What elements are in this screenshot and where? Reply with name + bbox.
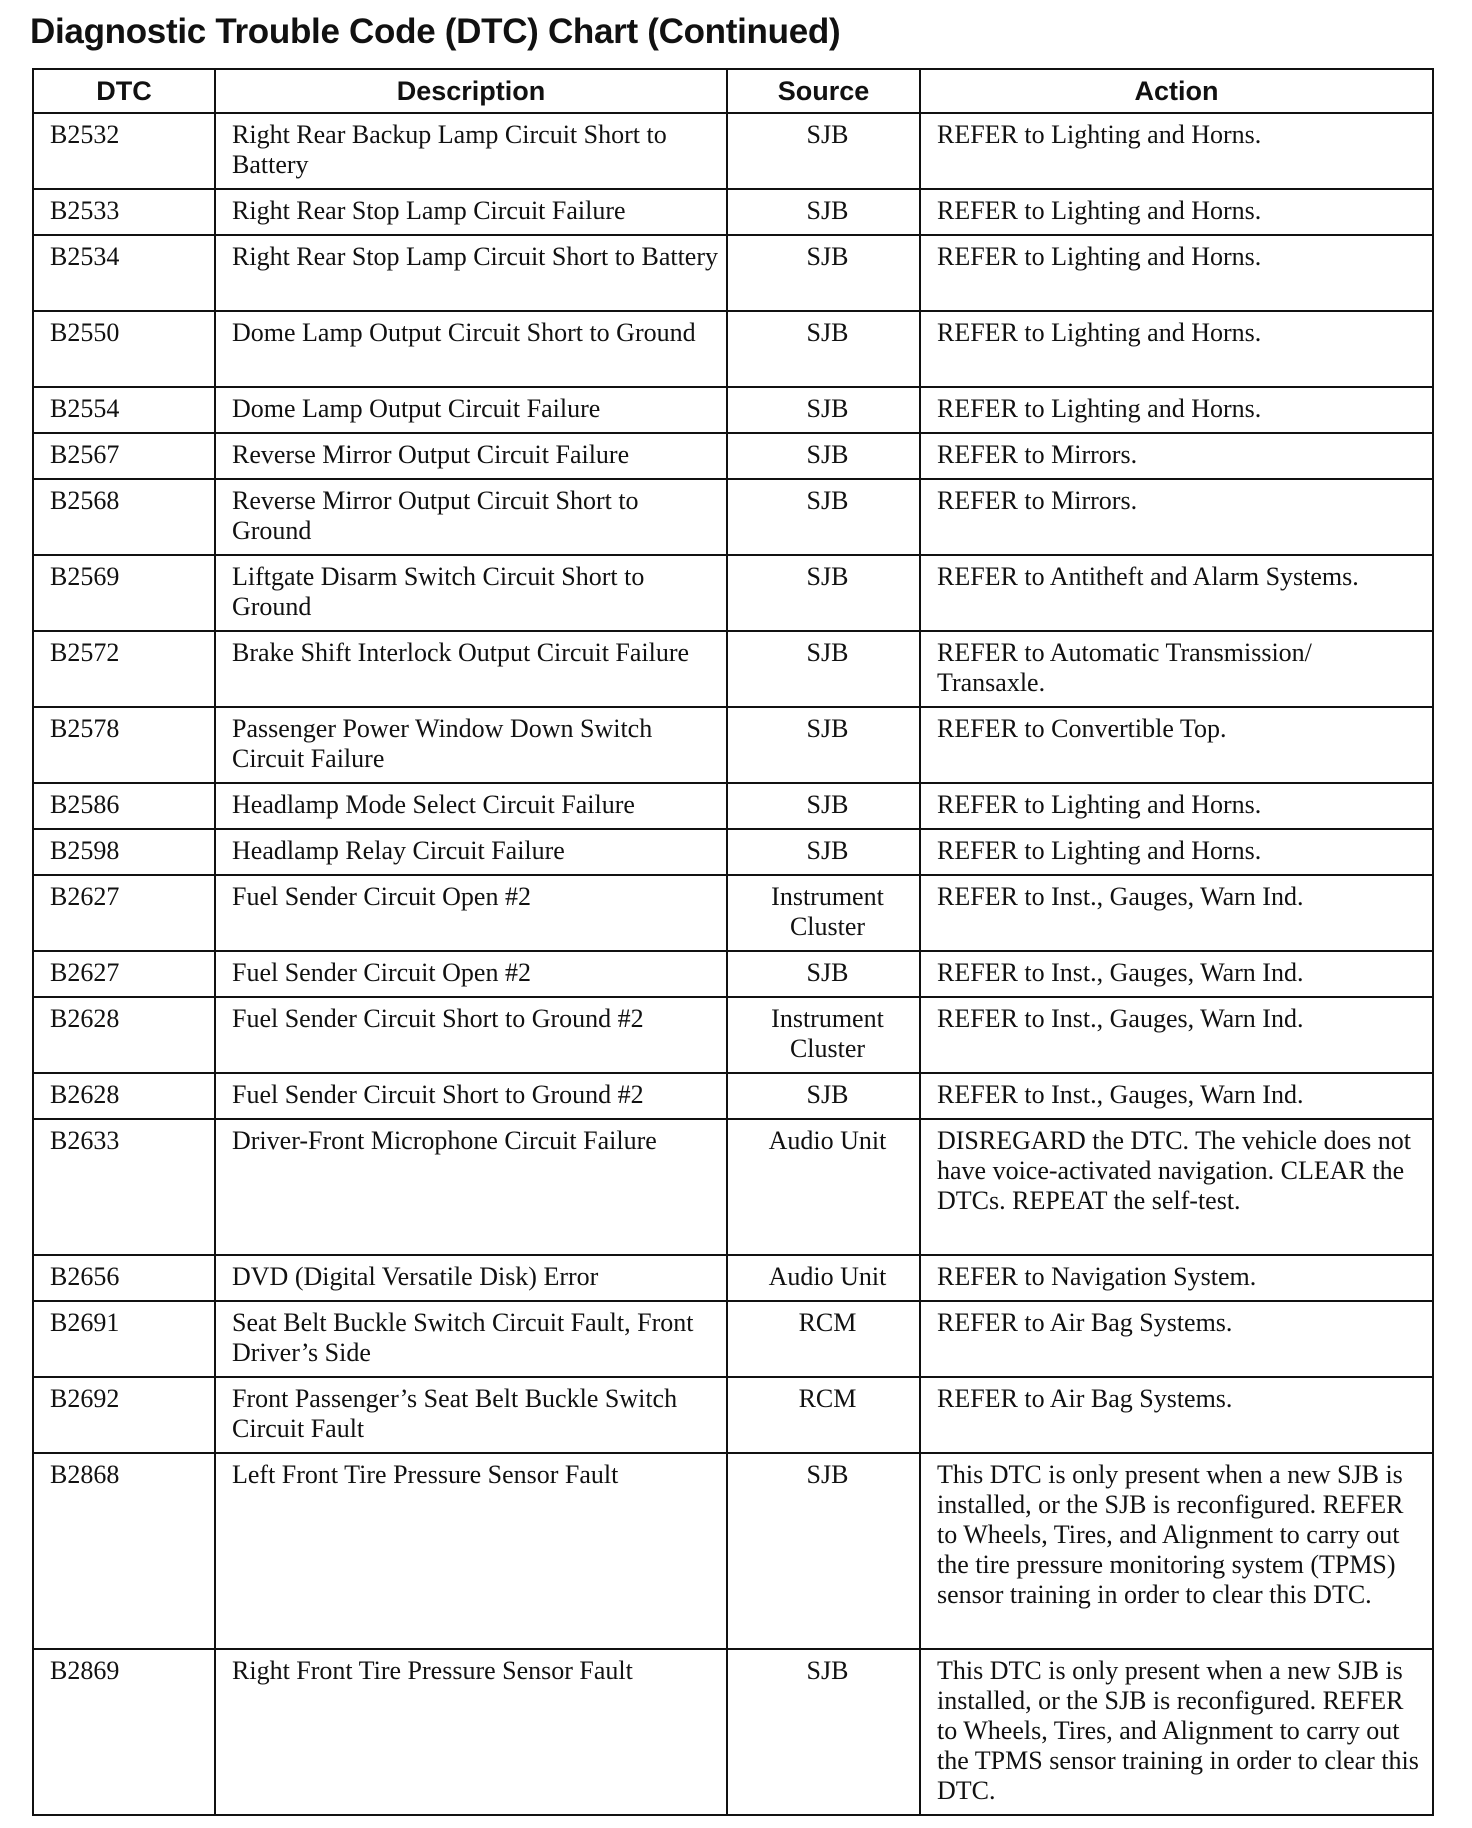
- description-cell: Driver-Front Microphone Circuit Failure: [215, 1119, 727, 1255]
- source-cell: Audio Unit: [727, 1119, 920, 1255]
- action-cell: This DTC is only present when a new SJB is installed, or the SJB is reconfigured. REFER to Wheels, Tires, and Alignment to carry out the TPMS sensor training in order to clear this DTC.: [920, 1649, 1433, 1815]
- source-cell: SJB: [727, 951, 920, 997]
- description-cell: Front Passenger’s Seat Belt Buckle Switch Circuit Fault: [215, 1377, 727, 1453]
- table-row: [33, 189, 1433, 235]
- source-cell: SJB: [727, 113, 920, 189]
- dtc-cell: B2568: [33, 479, 215, 555]
- table-row: [33, 829, 1433, 875]
- dtc-cell: B2692: [33, 1377, 215, 1453]
- description-cell: Reverse Mirror Output Circuit Short to Ground: [215, 479, 727, 555]
- table-row: [33, 387, 1433, 433]
- description-cell: Seat Belt Buckle Switch Circuit Fault, Front Driver’s Side: [215, 1301, 727, 1377]
- action-cell: REFER to Lighting and Horns.: [920, 113, 1433, 189]
- column-header-dtc: DTC: [33, 69, 215, 113]
- table-row: [33, 997, 1433, 1073]
- action-cell: REFER to Lighting and Horns.: [920, 783, 1433, 829]
- table-row: [33, 1073, 1433, 1119]
- action-cell: REFER to Lighting and Horns.: [920, 189, 1433, 235]
- source-cell: Audio Unit: [727, 1255, 920, 1301]
- source-cell: RCM: [727, 1377, 920, 1453]
- action-cell: REFER to Air Bag Systems.: [920, 1301, 1433, 1377]
- source-cell: SJB: [727, 479, 920, 555]
- source-cell: SJB: [727, 1073, 920, 1119]
- dtc-cell: B2586: [33, 783, 215, 829]
- dtc-cell: B2869: [33, 1649, 215, 1815]
- description-cell: Fuel Sender Circuit Short to Ground #2: [215, 1073, 727, 1119]
- source-cell: RCM: [727, 1301, 920, 1377]
- description-cell: Brake Shift Interlock Output Circuit Failure: [215, 631, 727, 707]
- table-row: [33, 479, 1433, 555]
- action-cell: REFER to Navigation System.: [920, 1255, 1433, 1301]
- table-row: [33, 707, 1433, 783]
- action-cell: REFER to Lighting and Horns.: [920, 387, 1433, 433]
- action-cell: REFER to Convertible Top.: [920, 707, 1433, 783]
- action-cell: REFER to Inst., Gauges, Warn Ind.: [920, 951, 1433, 997]
- action-cell: REFER to Lighting and Horns.: [920, 829, 1433, 875]
- description-cell: Headlamp Relay Circuit Failure: [215, 829, 727, 875]
- action-cell: DISREGARD the DTC. The vehicle does not have voice-activated navigation. CLEAR the DTCs. REPEAT the self-test.: [920, 1119, 1433, 1255]
- table-row: [33, 1301, 1433, 1377]
- column-header-source: Source: [727, 69, 920, 113]
- description-cell: Dome Lamp Output Circuit Short to Ground: [215, 311, 727, 387]
- description-cell: Right Front Tire Pressure Sensor Fault: [215, 1649, 727, 1815]
- dtc-cell: B2656: [33, 1255, 215, 1301]
- action-cell: REFER to Inst., Gauges, Warn Ind.: [920, 875, 1433, 951]
- table-row: [33, 555, 1433, 631]
- source-cell: SJB: [727, 387, 920, 433]
- source-cell: SJB: [727, 707, 920, 783]
- dtc-cell: B2550: [33, 311, 215, 387]
- action-cell: REFER to Inst., Gauges, Warn Ind.: [920, 997, 1433, 1073]
- description-cell: Fuel Sender Circuit Short to Ground #2: [215, 997, 727, 1073]
- action-cell: REFER to Mirrors.: [920, 433, 1433, 479]
- dtc-cell: B2628: [33, 1073, 215, 1119]
- description-cell: Dome Lamp Output Circuit Failure: [215, 387, 727, 433]
- table-row: [33, 951, 1433, 997]
- description-cell: Right Rear Backup Lamp Circuit Short to Battery: [215, 113, 727, 189]
- action-cell: This DTC is only present when a new SJB is installed, or the SJB is reconfigured. REFER to Wheels, Tires, and Alignment to carry out the tire pressure monitoring system (TPMS) sensor training in order to clear this DTC.: [920, 1453, 1433, 1649]
- table-row: [33, 311, 1433, 387]
- source-cell: Instrument Cluster: [727, 875, 920, 951]
- table-row: [33, 783, 1433, 829]
- description-cell: Liftgate Disarm Switch Circuit Short to Ground: [215, 555, 727, 631]
- dtc-cell: B2628: [33, 997, 215, 1073]
- source-cell: SJB: [727, 1453, 920, 1649]
- source-cell: SJB: [727, 1649, 920, 1815]
- column-header-action: Action: [920, 69, 1433, 113]
- action-cell: REFER to Antitheft and Alarm Systems.: [920, 555, 1433, 631]
- dtc-cell: B2691: [33, 1301, 215, 1377]
- source-cell: SJB: [727, 311, 920, 387]
- action-cell: REFER to Automatic Transmission/ Transaxle.: [920, 631, 1433, 707]
- action-cell: REFER to Lighting and Horns.: [920, 311, 1433, 387]
- table-header-row: [33, 69, 1433, 113]
- dtc-cell: B2532: [33, 113, 215, 189]
- column-header-description: Description: [215, 69, 727, 113]
- source-cell: Instrument Cluster: [727, 997, 920, 1073]
- table-row: [33, 1649, 1433, 1815]
- table-row: [33, 875, 1433, 951]
- page-title: Diagnostic Trouble Code (DTC) Chart (Continued): [30, 12, 841, 51]
- description-cell: Passenger Power Window Down Switch Circuit Failure: [215, 707, 727, 783]
- dtc-cell: B2578: [33, 707, 215, 783]
- source-cell: SJB: [727, 235, 920, 311]
- source-cell: SJB: [727, 783, 920, 829]
- source-cell: SJB: [727, 631, 920, 707]
- action-cell: REFER to Air Bag Systems.: [920, 1377, 1433, 1453]
- source-cell: SJB: [727, 555, 920, 631]
- dtc-cell: B2627: [33, 875, 215, 951]
- dtc-cell: B2572: [33, 631, 215, 707]
- dtc-cell: B2633: [33, 1119, 215, 1255]
- description-cell: DVD (Digital Versatile Disk) Error: [215, 1255, 727, 1301]
- table-row: [33, 113, 1433, 189]
- description-cell: Left Front Tire Pressure Sensor Fault: [215, 1453, 727, 1649]
- action-cell: REFER to Inst., Gauges, Warn Ind.: [920, 1073, 1433, 1119]
- description-cell: Fuel Sender Circuit Open #2: [215, 951, 727, 997]
- action-cell: REFER to Lighting and Horns.: [920, 235, 1433, 311]
- dtc-cell: B2627: [33, 951, 215, 997]
- description-cell: Reverse Mirror Output Circuit Failure: [215, 433, 727, 479]
- description-cell: Right Rear Stop Lamp Circuit Short to Battery: [215, 235, 727, 311]
- table-row: [33, 1377, 1433, 1453]
- source-cell: SJB: [727, 189, 920, 235]
- action-cell: REFER to Mirrors.: [920, 479, 1433, 555]
- description-cell: Fuel Sender Circuit Open #2: [215, 875, 727, 951]
- dtc-cell: B2868: [33, 1453, 215, 1649]
- dtc-cell: B2533: [33, 189, 215, 235]
- table-row: [33, 235, 1433, 311]
- table-row: [33, 1119, 1433, 1255]
- table-row: [33, 631, 1433, 707]
- description-cell: Right Rear Stop Lamp Circuit Failure: [215, 189, 727, 235]
- dtc-table: [32, 68, 1434, 1816]
- source-cell: SJB: [727, 829, 920, 875]
- dtc-cell: B2554: [33, 387, 215, 433]
- table-row: [33, 1453, 1433, 1649]
- table-row: [33, 1255, 1433, 1301]
- dtc-cell: B2569: [33, 555, 215, 631]
- description-cell: Headlamp Mode Select Circuit Failure: [215, 783, 727, 829]
- dtc-cell: B2598: [33, 829, 215, 875]
- dtc-cell: B2567: [33, 433, 215, 479]
- table-row: [33, 433, 1433, 479]
- dtc-cell: B2534: [33, 235, 215, 311]
- source-cell: SJB: [727, 433, 920, 479]
